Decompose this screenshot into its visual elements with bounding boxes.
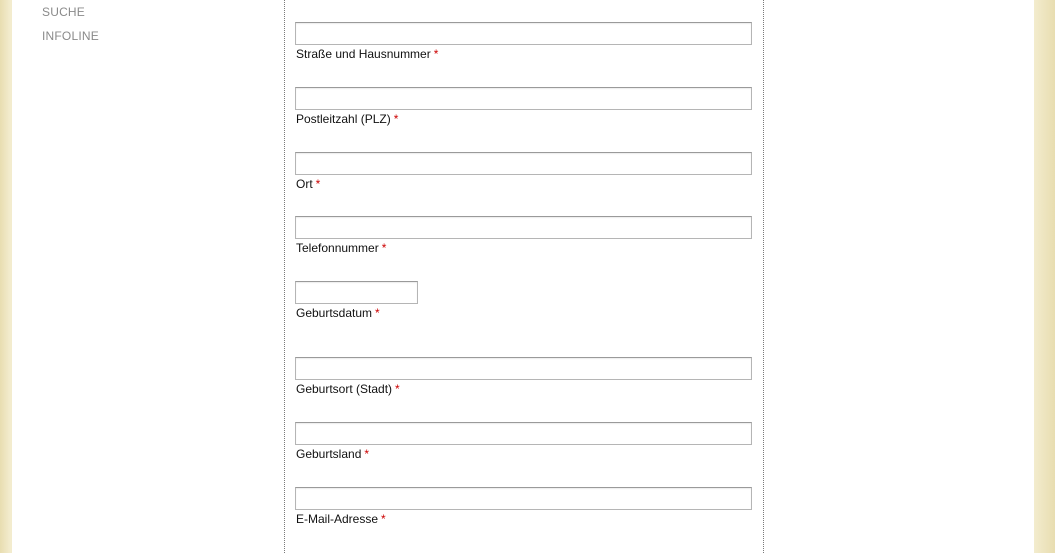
street-input[interactable] xyxy=(295,22,752,45)
required-marker: * xyxy=(375,306,380,320)
required-marker: * xyxy=(433,47,439,61)
birth-country-input[interactable] xyxy=(295,422,752,445)
birth-country-field-group xyxy=(295,422,752,462)
email-label xyxy=(296,511,752,527)
required-marker: * xyxy=(315,177,321,191)
birthplace-label xyxy=(296,381,752,397)
phone-field-group xyxy=(295,216,752,256)
phone-label xyxy=(296,240,752,256)
city-field-group xyxy=(295,152,752,192)
postal-code-input[interactable] xyxy=(295,87,752,110)
birthdate-input[interactable] xyxy=(295,281,418,304)
postal-code-field-group xyxy=(295,87,752,127)
birth-country-label xyxy=(296,446,752,462)
birthplace-label-text: Geburtsort (Stadt) xyxy=(296,382,393,396)
birthplace-input[interactable] xyxy=(295,357,752,380)
registration-form xyxy=(284,0,764,553)
birthdate-field-group xyxy=(295,281,418,321)
phone-label-text: Telefonnummer xyxy=(296,241,379,255)
birthdate-label-text: Geburtsdatum xyxy=(296,306,373,320)
required-marker: * xyxy=(395,382,400,396)
city-input[interactable] xyxy=(295,152,752,175)
postal-code-label-text: Postleitzahl (PLZ) xyxy=(296,112,391,126)
email-input[interactable] xyxy=(295,487,752,510)
street-label xyxy=(296,46,752,62)
street-label-text: Straße und Hausnummer xyxy=(296,47,431,61)
birthplace-field-group xyxy=(295,357,752,397)
city-label xyxy=(296,176,752,192)
page xyxy=(12,0,1034,553)
birth-country-label-text: Geburtsland xyxy=(296,447,362,461)
email-label-text: E-Mail-Adresse xyxy=(296,512,379,526)
phone-input[interactable] xyxy=(295,216,752,239)
required-marker: * xyxy=(381,241,387,255)
birthdate-label xyxy=(296,305,418,321)
postal-code-label xyxy=(296,111,752,127)
street-field-group xyxy=(295,22,752,62)
required-marker: * xyxy=(364,447,370,461)
city-label-text: Ort xyxy=(296,177,313,191)
required-marker: * xyxy=(393,112,399,126)
sidebar-item-suche[interactable]: SUCHE xyxy=(42,5,86,19)
email-field-group xyxy=(295,487,752,527)
sidebar-item-infoline[interactable]: INFOLINE xyxy=(42,29,99,43)
required-marker: * xyxy=(381,512,386,526)
